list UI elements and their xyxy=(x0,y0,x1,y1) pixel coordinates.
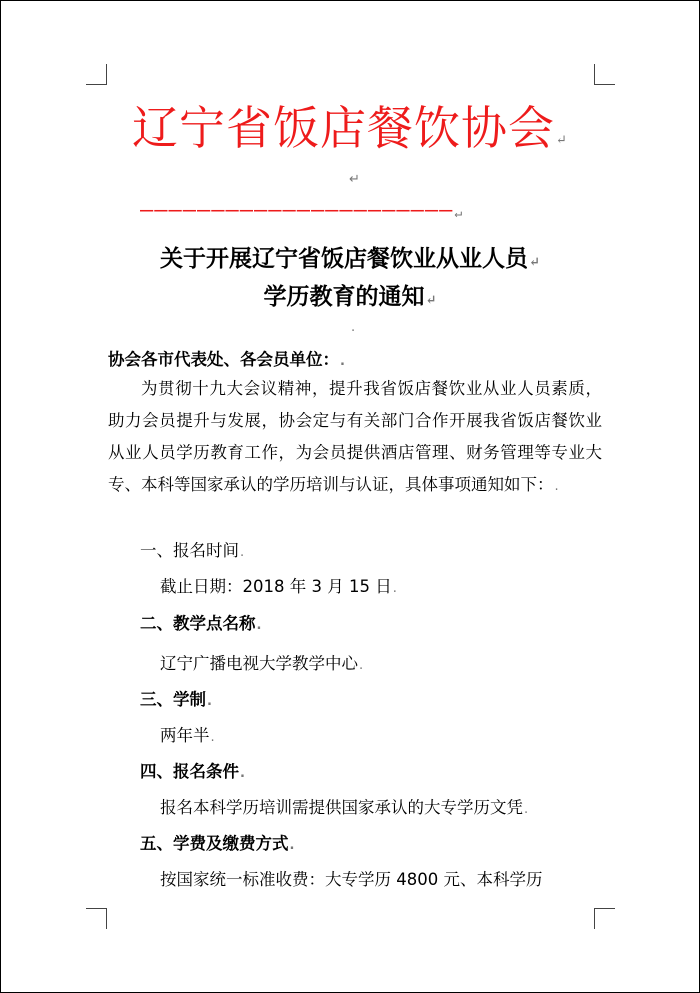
section-heading: 三、学制. xyxy=(140,690,212,709)
section-heading: 四、报名条件. xyxy=(140,762,245,781)
section-content: 截止日期：2018 年 3 月 15 日. xyxy=(160,577,397,596)
paragraph-mark: ↵ xyxy=(529,255,540,270)
blank-line xyxy=(348,168,360,187)
blank-line: . xyxy=(351,320,356,335)
crop-mark-bottom-right xyxy=(594,908,615,929)
paragraph-mark: ↵ xyxy=(349,172,360,187)
section-content: 按国家统一标准收费：大专学历 4800 元、本科学历 xyxy=(160,870,543,889)
crop-mark-top-left xyxy=(86,64,107,85)
paragraph-mark: ↵ xyxy=(425,293,437,308)
org-title: 辽宁省饭店餐饮协会↵ xyxy=(132,101,568,155)
notice-title-line-1: 关于开展辽宁省饭店餐饮业从业人员↵ xyxy=(160,245,540,272)
paragraph-mark: ↵ xyxy=(556,133,568,148)
notice-title-line-2: 学历教育的通知↵ xyxy=(263,283,437,310)
red-dash-rule: ——————————————————————↵ xyxy=(140,198,464,223)
section-heading: 一、报名时间. xyxy=(140,541,245,560)
section-content: 两年半. xyxy=(160,726,215,745)
section-heading: 五、学费及缴费方式. xyxy=(140,834,295,853)
addressee: 协会各市代表处、各会员单位：. xyxy=(108,350,345,369)
paragraph-mark: ↵ xyxy=(454,206,464,221)
section-content: 报名本科学历培训需提供国家承认的大专学历文凭. xyxy=(160,798,529,817)
crop-mark-bottom-left xyxy=(86,908,107,929)
intro-paragraph: 为贯彻十九大会议精神，提升我省饭店餐饮业从业人员素质，助力会员提升与发展，协会定与有关部门合作开展我省饭店餐饮业从业人员学历教育工作，为会员提供酒店管理、财务管理等专业大专、本科等国家承认的学历培训与认证，具体事项通知如下：. xyxy=(108,379,602,494)
section-content: 辽宁广播电视大学教学中心. xyxy=(160,654,364,673)
crop-mark-top-right xyxy=(594,64,615,85)
section-heading: 二、教学点名称. xyxy=(140,614,262,633)
